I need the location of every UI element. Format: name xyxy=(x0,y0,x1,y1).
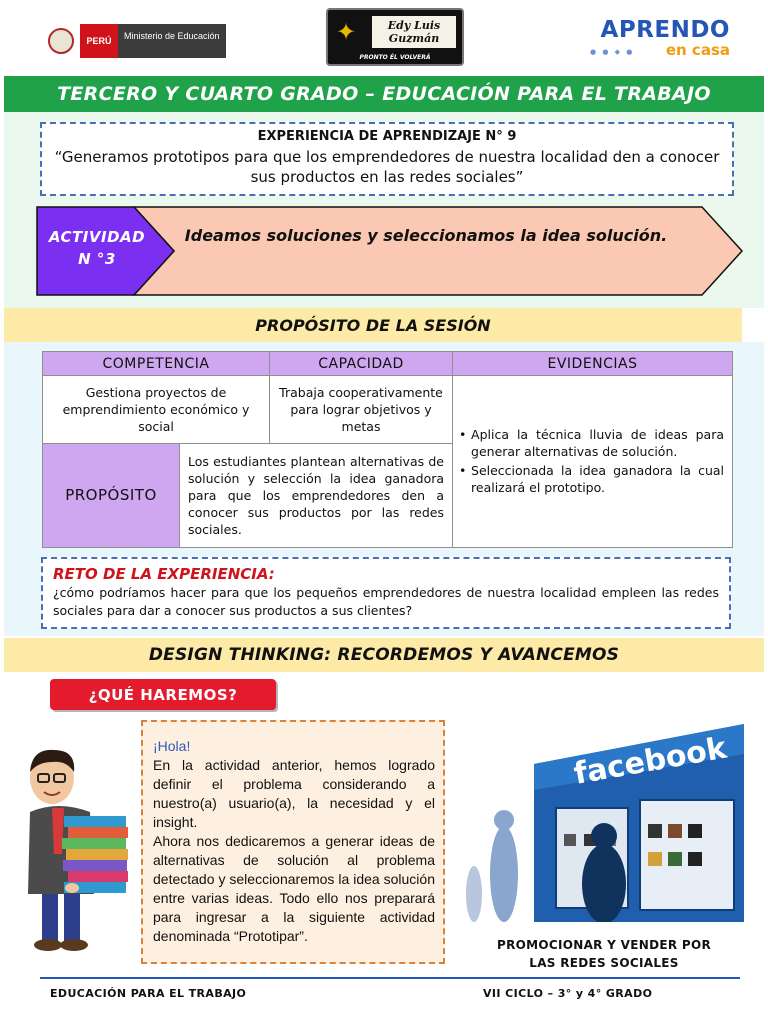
proposito-label: PROPÓSITO xyxy=(43,444,180,548)
challenge-box xyxy=(41,557,731,629)
hola-greeting: ¡Hola! xyxy=(153,738,191,754)
activity-title: Ideamos soluciones y seleccionamos la idea solución. xyxy=(184,226,668,245)
left-shoe-icon xyxy=(34,939,62,951)
challenge-text: ¿cómo podríamos hacer para que los pequeños emprendedores de nuestra localidad empleen las redes sociales para dar a conocer sus productos a sus clientes? xyxy=(53,585,719,618)
header-competencia: COMPETENCIA xyxy=(43,352,270,376)
header-evidencias: EVIDENCIAS xyxy=(453,352,733,376)
aprendo-en-casa-logo xyxy=(590,18,730,58)
table-row xyxy=(43,376,733,444)
purpose-table xyxy=(42,351,733,548)
shopper-silhouette-icon xyxy=(582,844,626,922)
right-leg-icon xyxy=(64,892,80,942)
evidencias-list xyxy=(459,426,724,496)
shopper-silhouette-icon xyxy=(466,866,482,922)
ministry-label: Ministerio de Educación xyxy=(118,24,226,58)
book-icon xyxy=(66,849,128,860)
product-icon xyxy=(648,852,662,866)
book-icon xyxy=(68,871,128,882)
footer-subject: EDUCACIÓN PARA EL TRABAJO xyxy=(50,987,247,1000)
hola-paragraph-1: En la actividad anterior, hemos logrado definir el problema considerando a nuestro(a) usuario(a), la necesidad y el insight. xyxy=(153,757,435,830)
book-icon xyxy=(64,816,126,827)
hola-message-box xyxy=(141,720,445,964)
capacidad-cell: Trabaja cooperativamente para lograr objetivos y metas xyxy=(270,376,453,444)
shopper-head-icon xyxy=(591,823,617,849)
competencia-cell: Gestiona proyectos de emprendimiento económico y social xyxy=(43,376,270,444)
product-icon xyxy=(668,852,682,866)
hola-paragraph-2: Ahora nos dedicaremos a generar ideas de alternativas de solución al problema detectado y seleccionaremos la idea solución entre varias ideas. Todo ello nos preparará para ingresar a la siguiente actividad denominada “Prototipar”. xyxy=(153,833,435,944)
product-icon xyxy=(688,824,702,838)
experience-title: EXPERIENCIA DE APRENDIZAJE N° 9 xyxy=(257,129,517,144)
hand-icon xyxy=(65,883,79,893)
evidencias-cell xyxy=(453,376,733,548)
shopper-silhouette-icon xyxy=(490,826,518,922)
facebook-sign-text: facebook xyxy=(571,730,730,792)
activity-title-arrow xyxy=(134,207,742,295)
footer-divider xyxy=(40,977,740,979)
footer-cycle: VII CICLO – 3° y 4° GRADO xyxy=(483,987,653,1000)
facebook-image-caption xyxy=(464,936,744,972)
left-leg-icon xyxy=(42,892,58,942)
grade-banner: TERCERO Y CUARTO GRADO – EDUCACIÓN PARA EL TRABAJO xyxy=(4,76,764,112)
phoenix-icon: ✦ xyxy=(336,18,357,46)
book-icon xyxy=(63,860,127,871)
que-haremos-banner: ¿QUÉ HAREMOS? xyxy=(50,679,276,710)
dots-icon: ● ● ◆ ● xyxy=(590,48,635,56)
teacher-with-books-illustration xyxy=(8,742,136,954)
activity-label-line1: ACTIVIDAD xyxy=(48,228,146,246)
product-icon xyxy=(648,824,662,838)
design-thinking-title: DESIGN THINKING: RECORDEMOS Y AVANCEMOS xyxy=(148,645,620,665)
evidencia-item: • Seleccionada la idea ganadora la cual realizará el prototipo. xyxy=(459,462,724,496)
activity-label-line2: N °3 xyxy=(78,250,116,268)
product-icon xyxy=(668,824,682,838)
caption-line-2: LAS REDES SOCIALES xyxy=(529,956,679,970)
experience-box xyxy=(40,122,734,196)
peru-label: PERÚ xyxy=(80,24,118,58)
edy-tagline: PRONTO ÉL VOLVERÁ xyxy=(359,54,431,61)
purpose-title: PROPÓSITO DE LA SESIÓN xyxy=(255,315,491,335)
caption-line-1: PROMOCIONAR Y VENDER POR xyxy=(496,938,711,952)
proposito-text: Los estudiantes plantean alternativas de solución y selección la idea ganadora para que los emprendedores den a conocer sus productos por las redes sociales. xyxy=(180,444,453,548)
activity-label xyxy=(38,226,156,270)
minedu-logo xyxy=(48,24,226,58)
challenge-title: RETO DE LA EXPERIENCIA: xyxy=(53,565,275,583)
page-header xyxy=(0,0,768,72)
book-icon xyxy=(62,838,126,849)
product-icon xyxy=(564,834,576,846)
table-header-row xyxy=(43,352,733,376)
aprendo-title: APRENDO xyxy=(600,17,730,43)
header-capacidad: CAPACIDAD xyxy=(270,352,453,376)
evidencia-item: • Aplica la técnica lluvia de ideas para generar alternativas de solución. xyxy=(459,426,724,460)
experience-text: “Generamos prototipos para que los emprendedores de nuestra localidad den a conocer sus productos en las redes sociales” xyxy=(54,148,720,186)
book-icon xyxy=(68,827,128,838)
product-icon xyxy=(688,852,702,866)
facebook-storefront-image xyxy=(464,724,744,922)
coat-of-arms-icon xyxy=(48,28,74,54)
shopper-head-icon xyxy=(494,810,514,830)
aprendo-subtitle: en casa xyxy=(665,41,730,59)
edy-luis-guzman-logo xyxy=(326,8,464,66)
right-shoe-icon xyxy=(60,939,88,951)
edy-name: Edy Luis Guzmán xyxy=(372,16,456,48)
